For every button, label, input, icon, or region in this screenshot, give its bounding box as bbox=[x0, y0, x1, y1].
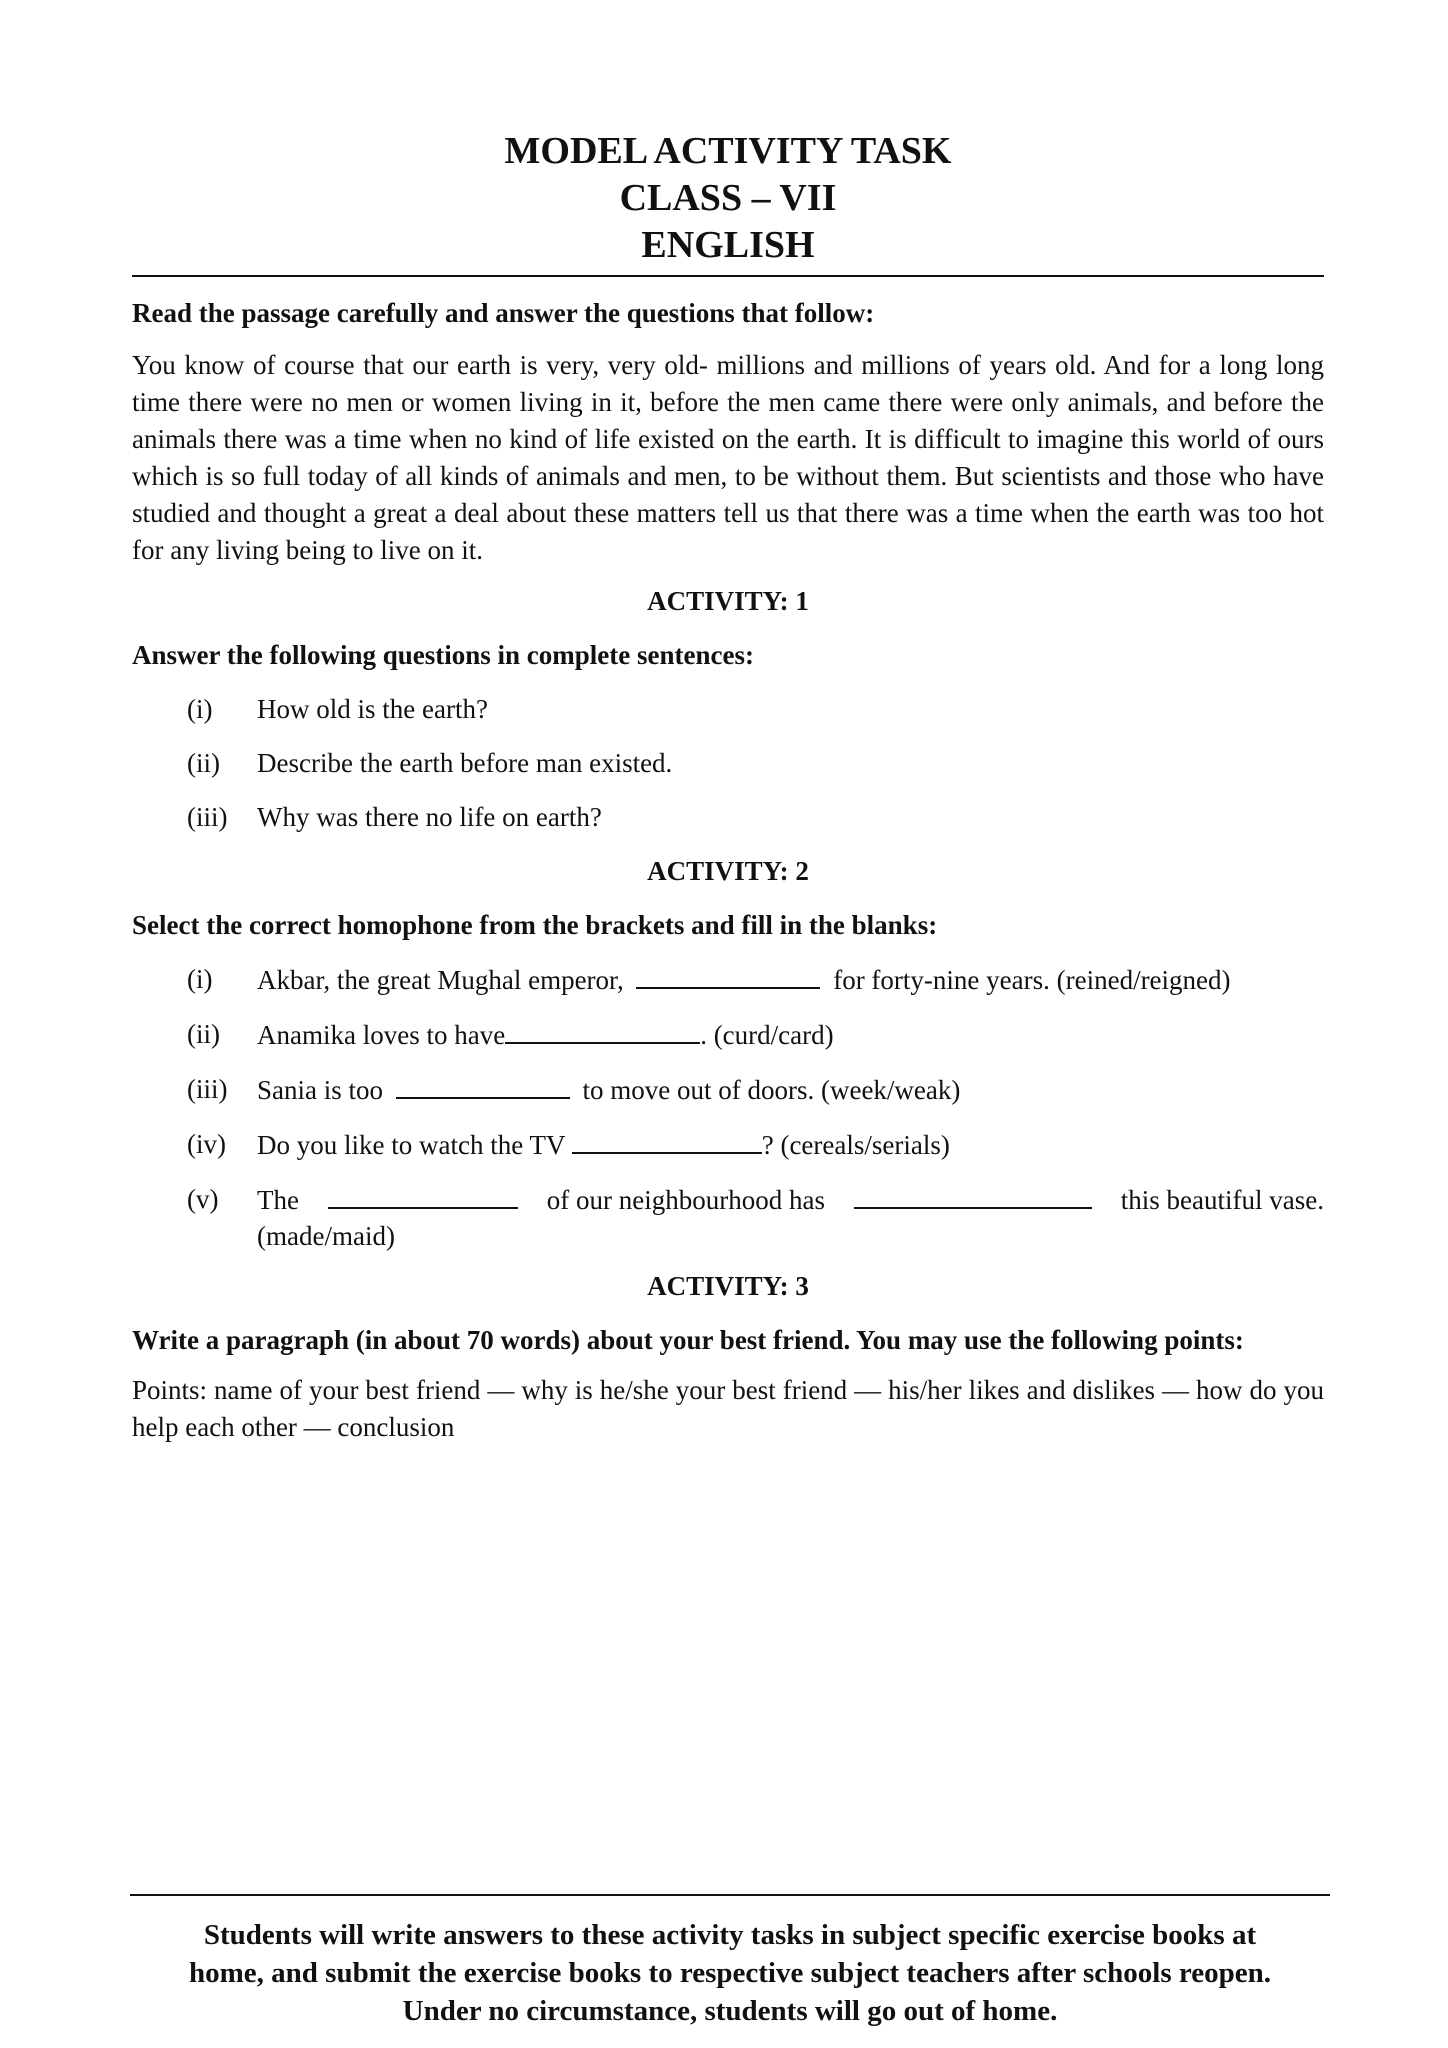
passage-instruction: Read the passage carefully and answer the questions that follow: bbox=[132, 298, 875, 328]
question-number: (v) bbox=[187, 1184, 219, 1214]
question-text-before: Akbar, the great Mughal emperor, bbox=[257, 965, 624, 995]
question-text bbox=[257, 1181, 1324, 1254]
worksheet-page bbox=[132, 128, 1324, 1446]
question-text bbox=[257, 961, 1324, 998]
answer-blank[interactable] bbox=[636, 961, 820, 989]
question-number: (ii) bbox=[187, 748, 220, 778]
question-text bbox=[257, 1016, 1324, 1053]
question-text-before: Sania is too bbox=[257, 1075, 383, 1105]
footer-divider bbox=[130, 1894, 1330, 1896]
question-line-1 bbox=[257, 1181, 1324, 1218]
footer-line-2: home, and submit the exercise books to respective subject teachers after schools reopen. bbox=[189, 1957, 1271, 1989]
question-number: (ii) bbox=[187, 1019, 220, 1049]
reading-passage: You know of course that our earth is very, very old- millions and millions of years old. And for a long long time there were no men or women living in it, before the men came there were only animals, and before the animals there was a time when no kind of life existed on the earth. It is difficult to imagine this world of ours which is so full today of all kinds of animals and men, to be without them. But scientists and those who have studied and thought a great a deal about these matters tell us that there was a time when the earth was too hot for any living being to live on it. bbox=[132, 350, 1324, 565]
activity-3-points: Points: name of your best friend — why is he/she your best friend — his/her likes and dislikes — how do you help each other — conclusion bbox=[132, 1375, 1324, 1442]
question-text-part-2: of our neighbourhood has bbox=[546, 1185, 825, 1215]
question-text-before: Do you like to watch the TV bbox=[257, 1130, 565, 1160]
activity-1-questions bbox=[132, 691, 1324, 835]
answer-blank[interactable] bbox=[854, 1181, 1092, 1209]
question-text: How old is the earth? bbox=[257, 694, 488, 724]
question-number: (iv) bbox=[187, 1129, 226, 1159]
question-text-after: to move out of doors. (week/weak) bbox=[582, 1075, 961, 1105]
answer-blank[interactable] bbox=[328, 1181, 518, 1209]
answer-blank[interactable] bbox=[396, 1071, 570, 1099]
footer-line-1: Students will write answers to these activity tasks in subject specific exercise books at bbox=[203, 1919, 1257, 1951]
question-number: (iii) bbox=[187, 802, 228, 832]
question-text-after: for forty-nine years. (reined/reigned) bbox=[833, 965, 1231, 995]
activity-3-heading: ACTIVITY: 3 bbox=[647, 1271, 809, 1301]
footer-line-3: Under no circumstance, students will go out of home. bbox=[402, 1995, 1058, 2027]
question-text-part-3: this beautiful vase. bbox=[1120, 1185, 1324, 1215]
title-divider bbox=[132, 275, 1324, 277]
question-number: (i) bbox=[187, 964, 213, 994]
question-text-before: Anamika loves to have bbox=[257, 1020, 506, 1050]
footer-notice bbox=[130, 1894, 1330, 2030]
answer-blank[interactable] bbox=[505, 1016, 700, 1044]
question-text-after: ? (cereals/serials) bbox=[761, 1130, 950, 1160]
question-text-part-1: The bbox=[257, 1185, 299, 1215]
footer-text bbox=[130, 1916, 1330, 2030]
answer-blank[interactable] bbox=[572, 1126, 762, 1154]
question-line-2: (made/maid) bbox=[257, 1221, 395, 1251]
title-line-1: MODEL ACTIVITY TASK bbox=[504, 130, 952, 172]
question-text bbox=[257, 1126, 1324, 1163]
activity-3-instruction: Write a paragraph (in about 70 words) about your best friend. You may use the following points: bbox=[132, 1325, 1244, 1355]
list-item bbox=[132, 1016, 1324, 1053]
list-item bbox=[132, 691, 1324, 727]
list-item bbox=[132, 799, 1324, 835]
list-item bbox=[132, 1071, 1324, 1108]
question-text: Why was there no life on earth? bbox=[257, 802, 602, 832]
question-text-after: . (curd/card) bbox=[700, 1020, 834, 1050]
activity-1-instruction: Answer the following questions in complete sentences: bbox=[132, 640, 754, 670]
question-text: Describe the earth before man existed. bbox=[257, 748, 673, 778]
activity-2-instruction: Select the correct homophone from the brackets and fill in the blanks: bbox=[132, 910, 938, 940]
list-item bbox=[132, 745, 1324, 781]
question-number: (iii) bbox=[187, 1074, 228, 1104]
question-number: (i) bbox=[187, 694, 213, 724]
title-line-2: CLASS – VII bbox=[619, 177, 837, 219]
page-title bbox=[132, 128, 1324, 269]
activity-2-questions bbox=[132, 961, 1324, 1254]
question-text bbox=[257, 1071, 1324, 1108]
list-item bbox=[132, 961, 1324, 998]
list-item bbox=[132, 1126, 1324, 1163]
activity-1-heading: ACTIVITY: 1 bbox=[647, 586, 809, 616]
activity-2-heading: ACTIVITY: 2 bbox=[647, 856, 809, 886]
list-item bbox=[132, 1181, 1324, 1254]
title-line-3: ENGLISH bbox=[641, 224, 815, 266]
